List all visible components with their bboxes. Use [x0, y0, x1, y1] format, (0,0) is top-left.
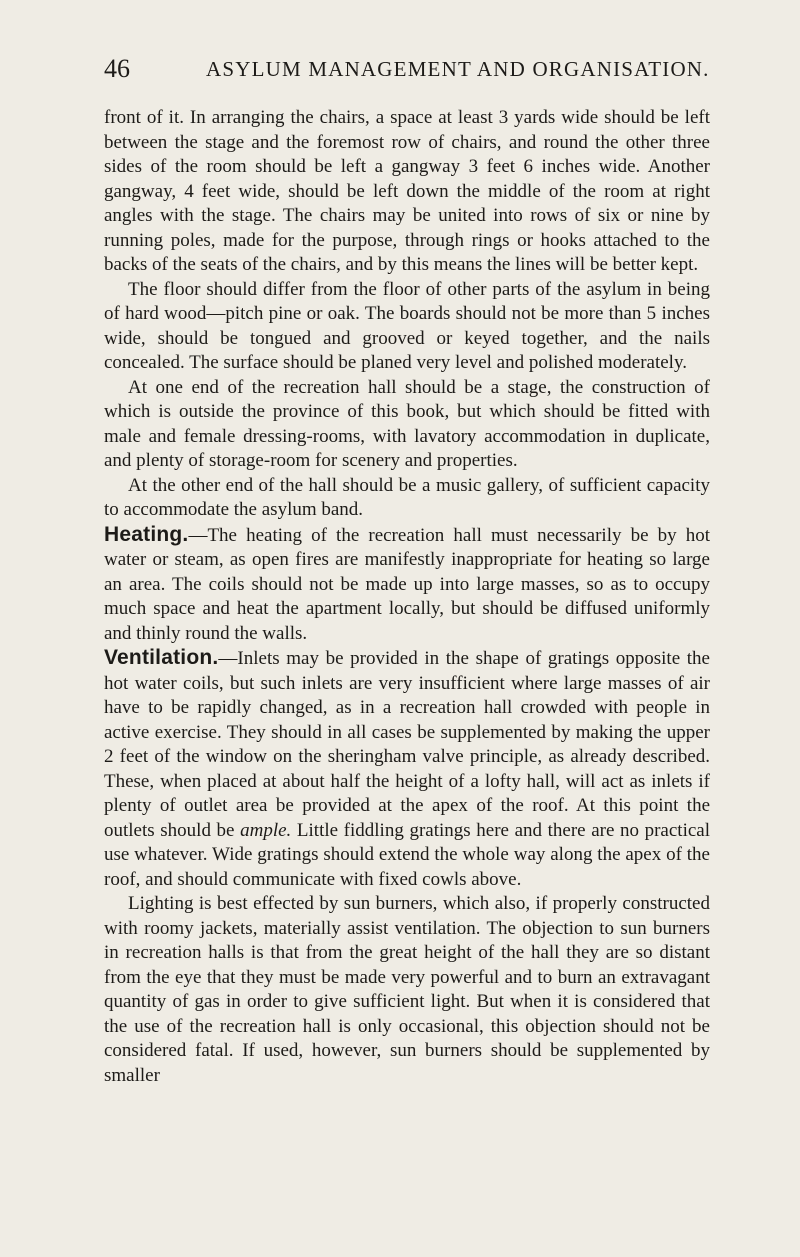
paragraph-ventilation [104, 646, 710, 892]
heading-ventilation: Ventilation. [104, 646, 219, 669]
page-header [104, 52, 710, 86]
paragraph-text: At the other end of the hall should be a music gallery, of sufficient capacity to accommodate the asylum band. [104, 474, 710, 520]
heading-heating: Heating. [104, 522, 189, 546]
paragraph-text: front of it. In arranging the chairs, a space at least 3 yards wide should be left between the stage and the foremost row of chairs, and round the other three sides of the room should be left a gangway 3 feet 6 inches wide. Another gangway, 4 feet wide, should be left down the middle of the room at right angles with the stage. The chairs may be united into rows of six or nine by running poles, made for the purpose, through rings or hooks attached to the backs of the seats of the chairs, and by this means the lines will be better kept. [104, 107, 710, 275]
paragraph-stage [104, 376, 710, 474]
paragraph-text: Little fiddling gratings here and there are no practical use whatever. Wide gratings should extend the whole way along the apex of the roof, and should communicate with fixed cowls above. [104, 819, 710, 890]
paragraph-text: Lighting is best effected by sun burners, which also, if properly constructed with roomy jackets, materially assist ventilation. The objection to sun burners in recreation halls is that from the great height of the hall they are so distant from the eye that they must be made very powerful and to burn an extravagant quantity of gas in order to give sufficient light. But when it is considered that the use of the recreation hall is only occasional, this objection should not be considered fatal. If used, however, sun burners should be supplemented by smaller [104, 893, 710, 1086]
italic-word: ample. [240, 819, 292, 841]
paragraph-text: At one end of the recreation hall should be a stage, the construction of which is outside the province of this book, but which should be fitted with male and female dressing-rooms, with lavatory accommodation in duplicate, and plenty of storage-room for scenery and properties. [104, 376, 710, 471]
paragraph-text: —Inlets may be provided in the shape of gratings opposite the hot water coils, but such inlets are very insufficient where large masses of air have to be rapidly changed, as in a recreation hall crowded with people in active exercise. They should in all cases be supplemented by making the upper 2 feet of the window on the sheringham valve principle, as already described. These, when placed at about half the height of a lofty hall, will act as inlets if plenty of outlet area be provided at the apex of the roof. At this point the outlets should be [104, 648, 710, 841]
paragraph-heating [104, 523, 710, 647]
body-text [104, 106, 710, 1088]
paragraph-chairs [104, 106, 710, 278]
paragraph-floor [104, 278, 710, 376]
paragraph-text: The floor should differ from the floor of other parts of the asylum in being of hard wood—pitch pine or oak. The boards should not be more than 5 inches wide, should be tongued and grooved or keyed together, and the nails concealed. The surface should be planed very level and polished moderately. [104, 278, 710, 373]
running-title: ASYLUM MANAGEMENT AND ORGANISATION. [206, 57, 710, 81]
paragraph-lighting [104, 892, 710, 1088]
page-number: 46 [104, 54, 130, 83]
paragraph-text: —The heating of the recreation hall must necessarily be by hot water or steam, as open fires are manifestly inappropriate for heating so large an area. The coils should not be made up into large masses, so as to occupy much space and heat the apartment locally, but should be diffused uniformly and thinly round the walls. [104, 524, 710, 644]
paragraph-music-gallery [104, 474, 710, 523]
